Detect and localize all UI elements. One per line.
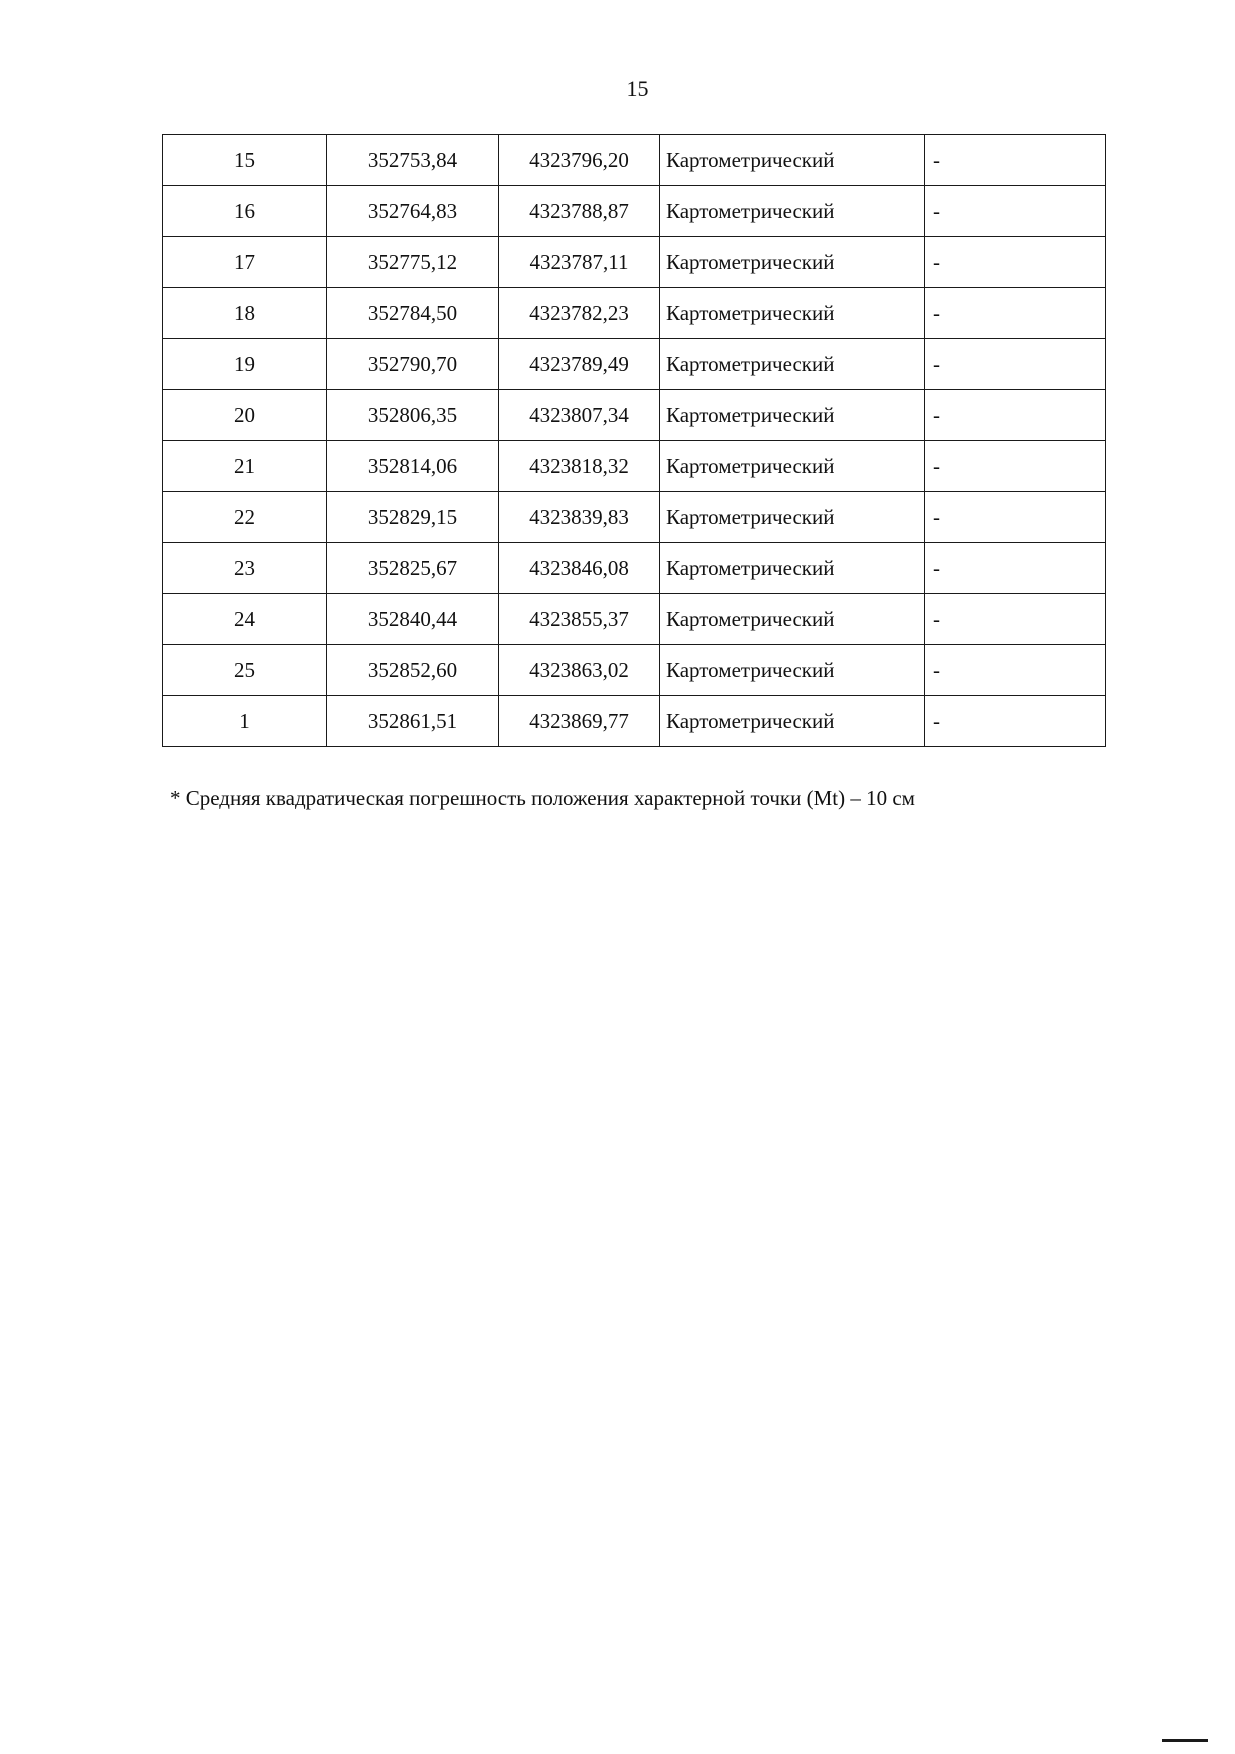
- accuracy-cell: -: [925, 186, 1106, 237]
- table-row: [163, 594, 1106, 645]
- point-number-cell: 23: [163, 543, 327, 594]
- page-number: 15: [626, 76, 649, 101]
- accuracy-cell: -: [925, 135, 1106, 186]
- x-coordinate-cell: 352784,50: [327, 288, 499, 339]
- accuracy-cell: -: [925, 237, 1106, 288]
- table-row: [163, 339, 1106, 390]
- table-row: [163, 135, 1106, 186]
- x-coordinate-cell: 352775,12: [327, 237, 499, 288]
- accuracy-cell: -: [925, 390, 1106, 441]
- x-coordinate-cell: 352814,06: [327, 441, 499, 492]
- point-number-cell: 24: [163, 594, 327, 645]
- point-number-cell: 20: [163, 390, 327, 441]
- method-cell: Картометрический: [660, 645, 925, 696]
- y-coordinate-cell: 4323807,34: [499, 390, 660, 441]
- point-number-cell: 19: [163, 339, 327, 390]
- method-cell: Картометрический: [660, 339, 925, 390]
- method-cell: Картометрический: [660, 237, 925, 288]
- table-row: [163, 390, 1106, 441]
- y-coordinate-cell: 4323782,23: [499, 288, 660, 339]
- point-number-cell: 15: [163, 135, 327, 186]
- point-number-cell: 1: [163, 696, 327, 747]
- point-number-cell: 17: [163, 237, 327, 288]
- accuracy-cell: -: [925, 645, 1106, 696]
- y-coordinate-cell: 4323787,11: [499, 237, 660, 288]
- table-row: [163, 492, 1106, 543]
- accuracy-cell: -: [925, 492, 1106, 543]
- x-coordinate-cell: 352790,70: [327, 339, 499, 390]
- method-cell: Картометрический: [660, 594, 925, 645]
- x-coordinate-cell: 352764,83: [327, 186, 499, 237]
- footnote: * Средняя квадратическая погрешность положения характерной точки (Mt) – 10 см: [170, 786, 915, 810]
- y-coordinate-cell: 4323863,02: [499, 645, 660, 696]
- y-coordinate-cell: 4323788,87: [499, 186, 660, 237]
- x-coordinate-cell: 352825,67: [327, 543, 499, 594]
- method-cell: Картометрический: [660, 543, 925, 594]
- y-coordinate-cell: 4323796,20: [499, 135, 660, 186]
- y-coordinate-cell: 4323869,77: [499, 696, 660, 747]
- accuracy-cell: -: [925, 339, 1106, 390]
- x-coordinate-cell: 352829,15: [327, 492, 499, 543]
- corner-mark: [1162, 1739, 1208, 1742]
- method-cell: Картометрический: [660, 390, 925, 441]
- coordinates-table: [162, 134, 1106, 747]
- y-coordinate-cell: 4323855,37: [499, 594, 660, 645]
- x-coordinate-cell: 352806,35: [327, 390, 499, 441]
- table-row: [163, 543, 1106, 594]
- accuracy-cell: -: [925, 594, 1106, 645]
- x-coordinate-cell: 352840,44: [327, 594, 499, 645]
- x-coordinate-cell: 352753,84: [327, 135, 499, 186]
- y-coordinate-cell: 4323846,08: [499, 543, 660, 594]
- y-coordinate-cell: 4323789,49: [499, 339, 660, 390]
- point-number-cell: 18: [163, 288, 327, 339]
- table-row: [163, 288, 1106, 339]
- table-row: [163, 237, 1106, 288]
- accuracy-cell: -: [925, 543, 1106, 594]
- method-cell: Картометрический: [660, 186, 925, 237]
- accuracy-cell: -: [925, 696, 1106, 747]
- y-coordinate-cell: 4323839,83: [499, 492, 660, 543]
- method-cell: Картометрический: [660, 441, 925, 492]
- accuracy-cell: -: [925, 288, 1106, 339]
- x-coordinate-cell: 352861,51: [327, 696, 499, 747]
- method-cell: Картометрический: [660, 696, 925, 747]
- method-cell: Картометрический: [660, 492, 925, 543]
- method-cell: Картометрический: [660, 288, 925, 339]
- y-coordinate-cell: 4323818,32: [499, 441, 660, 492]
- point-number-cell: 16: [163, 186, 327, 237]
- accuracy-cell: -: [925, 441, 1106, 492]
- point-number-cell: 22: [163, 492, 327, 543]
- table-row: [163, 186, 1106, 237]
- point-number-cell: 21: [163, 441, 327, 492]
- method-cell: Картометрический: [660, 135, 925, 186]
- x-coordinate-cell: 352852,60: [327, 645, 499, 696]
- table-row: [163, 696, 1106, 747]
- table-row: [163, 645, 1106, 696]
- point-number-cell: 25: [163, 645, 327, 696]
- table-row: [163, 441, 1106, 492]
